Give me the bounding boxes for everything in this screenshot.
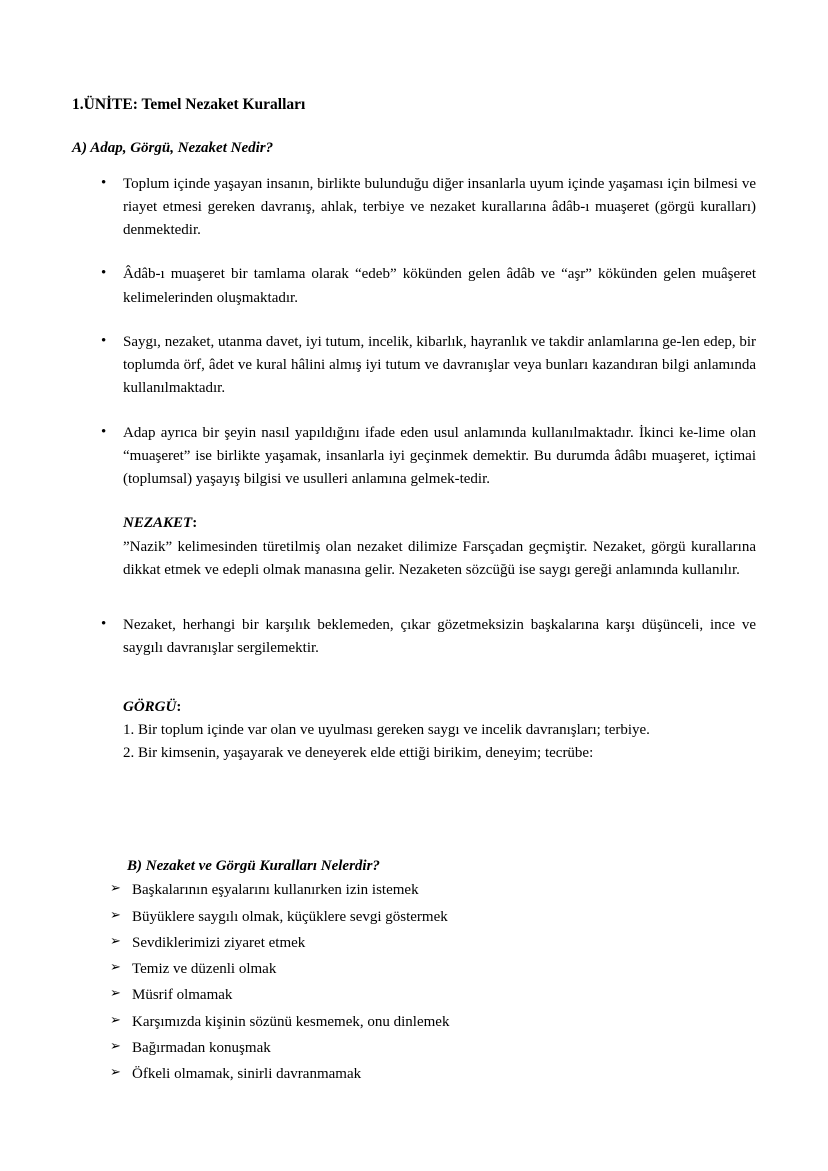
bullet-text: Toplum içinde yaşayan insanın, birlikte bulunduğu diğer insanlarla uyum içinde yaşaması için bilmesi ve riayet etmesi gereken davranış, ahlak, terbiye ve nezaket kurallarına âdâb-ı muaşeret (görgü kuralları) denmektedir. bbox=[123, 175, 756, 239]
list-item bbox=[72, 906, 756, 929]
gorgu-term bbox=[123, 696, 756, 719]
rule-text: Karşımızda kişinin sözünü kesmemek, onu dinlemek bbox=[132, 1013, 450, 1030]
section-b-heading: B) Nezaket ve Görgü Kuralları Nelerdir? bbox=[127, 858, 380, 875]
list-item bbox=[72, 958, 756, 981]
section-a-heading: A) Adap, Görgü, Nezaket Nedir? bbox=[72, 139, 274, 156]
rule-text: Müsrif olmamak bbox=[132, 987, 233, 1004]
spacer bbox=[72, 682, 756, 696]
list-item bbox=[72, 932, 756, 955]
list-item bbox=[72, 1011, 756, 1034]
nezaket-definition-text: ”Nazik” kelimesinden türetilmiş olan nezaket dilimize Farsçadan geçmiştir. Nezaket, görgü kurallarına dikkat etmek ve edepli olmak manasına gelir. Nezaketen sözcüğü ise saygı gereği anlamında kullanılır. bbox=[123, 538, 756, 578]
nezaket-term-label: NEZAKET bbox=[123, 515, 193, 532]
gorgu-definition-line-1: 1. Bir toplum içinde var olan ve uyulması gereken saygı ve incelik davranışları; terbiye. bbox=[123, 721, 650, 738]
bullet-text: Âdâb-ı muaşeret bir tamlama olarak “edeb” kökünden gelen âdâb ve “aşr” kökünden gelen muâşeret kelimelerinden oluşmaktadır. bbox=[123, 266, 756, 306]
gorgu-term-colon: : bbox=[176, 698, 182, 715]
rule-text: Temiz ve düzenli olmak bbox=[132, 961, 277, 978]
section-a-bullet-list bbox=[72, 173, 756, 492]
list-item bbox=[72, 1037, 756, 1060]
gorgu-term-label: GÖRGÜ bbox=[123, 698, 177, 715]
nezaket-followup-bullet-list bbox=[72, 614, 756, 661]
spacer bbox=[72, 600, 756, 614]
page-title: 1.ÜNİTE: Temel Nezaket Kuralları bbox=[72, 96, 306, 113]
section-b-rules-list bbox=[72, 879, 756, 1086]
list-item bbox=[72, 879, 756, 902]
nezaket-term-colon: : bbox=[192, 515, 198, 532]
rule-text: Başkalarının eşyalarını kullanırken izin istemek bbox=[132, 882, 419, 899]
bullet-text: Nezaket, herhangi bir karşılık beklemeden, çıkar gözetmeksizin başkalarına karşı düşünceli, ince ve saygılı davranışlar sergilemektir. bbox=[123, 617, 756, 657]
gorgu-definition-line-2: 2. Bir kimsenin, yaşayarak ve deneyerek elde ettiği birikim, deneyim; tecrübe: bbox=[123, 745, 594, 762]
list-item bbox=[72, 614, 756, 661]
rule-text: Sevdiklerimizi ziyaret etmek bbox=[132, 934, 306, 951]
list-item bbox=[72, 1063, 756, 1086]
list-item bbox=[72, 984, 756, 1007]
nezaket-term bbox=[123, 512, 756, 535]
rule-text: Öfkeli olmamak, sinirli davranmamak bbox=[132, 1066, 362, 1083]
rule-text: Büyüklere saygılı olmak, küçüklere sevgi göstermek bbox=[132, 908, 448, 925]
spacer bbox=[72, 783, 756, 857]
bullet-text: Saygı, nezaket, utanma davet, iyi tutum, incelik, kibarlık, hayranlık ve takdir anlamlarına ge-len edep, bir toplumda örf, âdet ve kural hâlini almış iyi tutum ve davranışlar veya bunları kazandıran bilgi anlamında kullanılmaktadır. bbox=[123, 333, 756, 397]
list-item bbox=[72, 173, 756, 243]
rule-text: Bağırmadan konuşmak bbox=[132, 1039, 271, 1056]
nezaket-definition-block bbox=[72, 512, 756, 582]
list-item bbox=[72, 263, 756, 310]
bullet-text: Adap ayrıca bir şeyin nasıl yapıldığını ifade eden usul anlamında kullanılmaktadır. İkinci ke-lime olan “muaşeret” ise birlikte yaşamak, insanlarla iyi geçinmek demektir. Bu durumda âdâbı muaşeret, içtimai (toplumsal) yaşayış bilgisi ve usulleri anlamına gelmek-tedir. bbox=[123, 424, 756, 488]
gorgu-definition-block bbox=[72, 696, 756, 766]
list-item bbox=[72, 422, 756, 492]
list-item bbox=[72, 331, 756, 401]
